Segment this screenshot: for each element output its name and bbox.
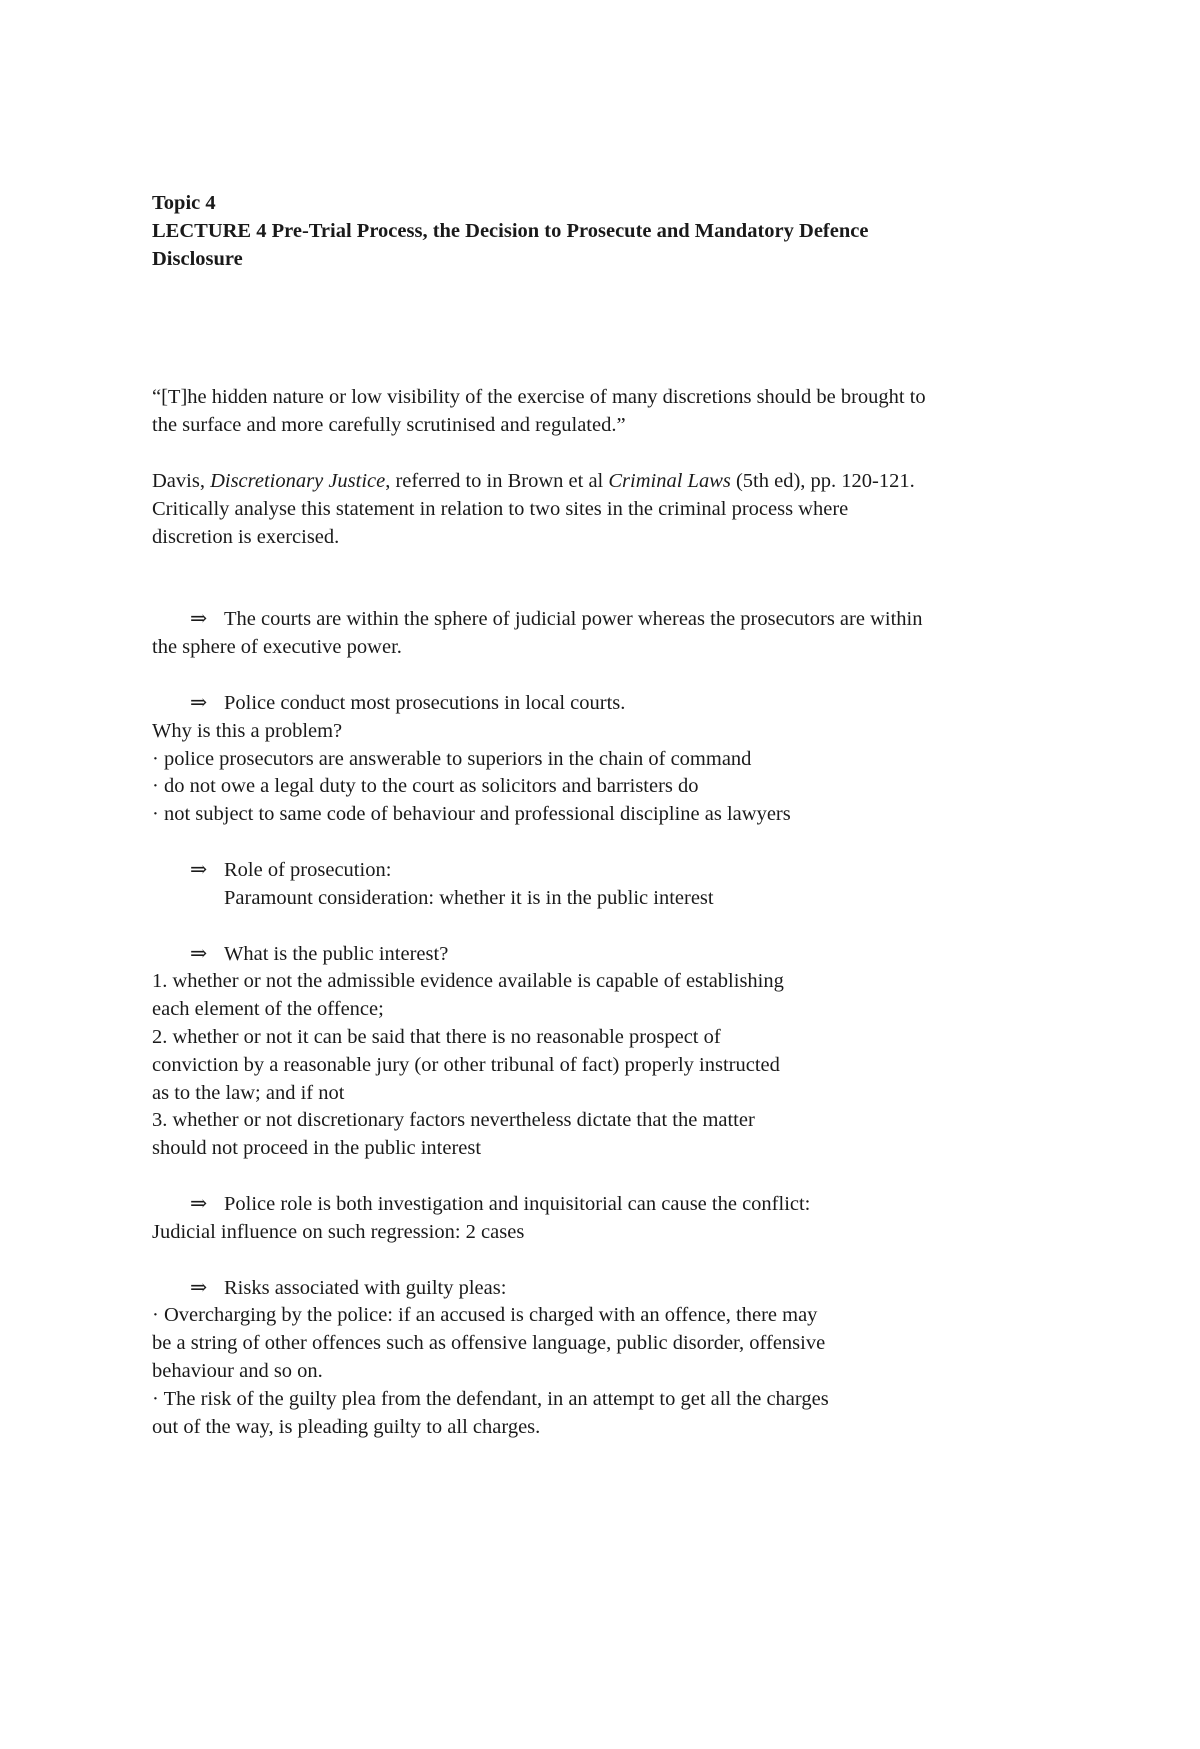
- point-4-item-1b: each element of the offence;: [152, 998, 384, 1021]
- point-1-line-2: the sphere of executive power.: [152, 636, 402, 659]
- point-3-line-2: Paramount consideration: whether it is in the public interest: [224, 886, 714, 909]
- citation-line-2: Critically analyse this statement in relation to two sites in the criminal process where: [152, 497, 849, 520]
- point-3-line-1: ⇒ Role of prosecution:: [152, 857, 1082, 885]
- point-4-item-3a: 3. whether or not discretionary factors nevertheless dictate that the matter: [152, 1109, 755, 1132]
- document-body: [152, 190, 1082, 1441]
- spacer: [152, 1163, 1082, 1191]
- spacer: [152, 440, 1082, 468]
- lecture-title-line-2: Disclosure: [152, 247, 243, 270]
- point-4-item-2a: 2. whether or not it can be said that there is no reasonable prospect of: [152, 1025, 721, 1048]
- spacer: [152, 662, 1082, 690]
- point-6-bullet-1b: be a string of other offences such as offensive language, public disorder, offensive: [152, 1332, 826, 1355]
- arrow-icon: ⇒: [190, 608, 208, 631]
- point-5-line-2: Judicial influence on such regression: 2 cases: [152, 1220, 525, 1243]
- spacer: [152, 1247, 1082, 1275]
- citation-referred: , referred to in Brown et al: [385, 469, 604, 492]
- citation-author: Davis,: [152, 469, 205, 492]
- point-2-bullet-1: · police prosecutors are answerable to superiors in the chain of command: [152, 747, 752, 770]
- point-4-item-2c: as to the law; and if not: [152, 1081, 345, 1104]
- point-6-line-1: ⇒ Risks associated with guilty pleas:: [152, 1275, 1082, 1303]
- citation-book-title: Criminal Laws: [608, 469, 731, 492]
- point-2-bullet-3: · not subject to same code of behaviour and professional discipline as lawyers: [152, 803, 791, 826]
- arrow-icon: ⇒: [190, 858, 208, 881]
- point-4-line-1: ⇒ What is the public interest?: [152, 941, 1082, 969]
- point-4-item-3b: should not proceed in the public interest: [152, 1137, 482, 1160]
- point-2-line-1: ⇒ Police conduct most prosecutions in local courts.: [152, 690, 1082, 718]
- point-2-question: Why is this a problem?: [152, 719, 343, 742]
- arrow-icon: ⇒: [190, 942, 208, 965]
- arrow-icon: ⇒: [190, 691, 208, 714]
- point-5-line-1: ⇒ Police role is both investigation and inquisitorial can cause the conflict:: [152, 1191, 1082, 1219]
- citation-line-3: discretion is exercised.: [152, 525, 340, 548]
- point-4-item-2b: conviction by a reasonable jury (or other tribunal of fact) properly instructed: [152, 1053, 780, 1076]
- lecture-title-line-1: LECTURE 4 Pre-Trial Process, the Decision to Prosecute and Mandatory Defence: [152, 219, 869, 242]
- point-6-bullet-2b: out of the way, is pleading guilty to all charges.: [152, 1415, 541, 1438]
- arrow-icon: ⇒: [190, 1276, 208, 1299]
- spacer: [152, 551, 1082, 606]
- topic-heading: Topic 4: [152, 192, 216, 214]
- citation-work-title: Discretionary Justice: [210, 469, 386, 492]
- quote-line-1: “[T]he hidden nature or low visibility of the exercise of many discretions should be brought to: [152, 386, 926, 409]
- point-2-bullet-2: · do not owe a legal duty to the court as solicitors and barristers do: [152, 775, 699, 798]
- quote-line-2: the surface and more carefully scrutinised and regulated.”: [152, 414, 626, 437]
- point-6-bullet-1a: · Overcharging by the police: if an accused is charged with an offence, there may: [152, 1304, 818, 1327]
- spacer: [152, 913, 1082, 941]
- citation-pages: (5th ed), pp. 120-121.: [735, 469, 915, 492]
- arrow-icon: ⇒: [190, 1192, 208, 1215]
- spacer: [152, 829, 1082, 857]
- point-6-bullet-2a: · The risk of the guilty plea from the defendant, in an attempt to get all the charges: [152, 1387, 829, 1410]
- spacer: [152, 273, 1082, 384]
- point-6-bullet-1c: behaviour and so on.: [152, 1359, 323, 1382]
- point-1-line-1: ⇒ The courts are within the sphere of judicial power whereas the prosecutors are within: [152, 606, 1082, 634]
- point-4-item-1a: 1. whether or not the admissible evidence available is capable of establishing: [152, 970, 784, 993]
- citation-line-1: [152, 468, 1082, 496]
